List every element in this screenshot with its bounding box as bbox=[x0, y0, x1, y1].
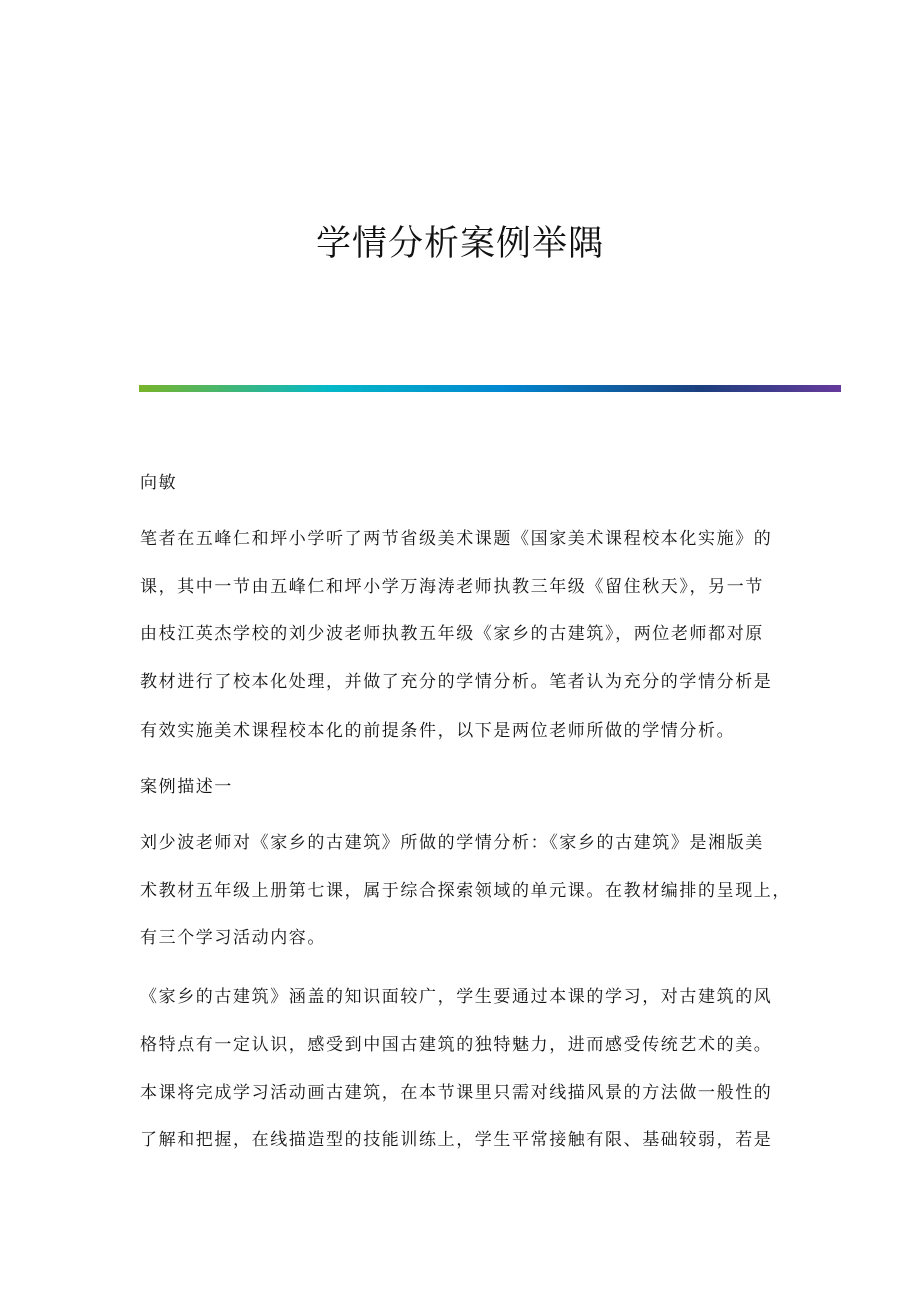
text-line: 了解和把握，在线描造型的技能训练上，学生平常接触有限、基础较弱，若是 bbox=[140, 1130, 773, 1150]
text-line: 有三个学习活动内容。 bbox=[140, 928, 326, 948]
text-line: 本课将完成学习活动画古建筑，在本节课里只需对线描风景的方法做一般性的 bbox=[140, 1083, 773, 1103]
section-heading: 案例描述一 bbox=[140, 777, 233, 797]
document-title: 学情分析案例举隅 bbox=[315, 224, 604, 264]
text-line: 格特点有一定认识，感受到中国古建筑的独特魅力，进而感受传统艺术的美。 bbox=[140, 1035, 773, 1055]
text-line: 课，其中一节由五峰仁和坪小学万海涛老师执教三年级《留住秋天》，另一节 bbox=[140, 577, 764, 597]
text-line: 由枝江英杰学校的刘少波老师执教五年级《家乡的古建筑》，两位老师都对原 bbox=[140, 624, 764, 644]
text-line: 《家乡的古建筑》涵盖的知识面较广，学生要通过本课的学习，对古建筑的风 bbox=[140, 987, 773, 1007]
text-line: 教材进行了校本化处理，并做了充分的学情分析。笔者认为充分的学情分析是 bbox=[140, 672, 773, 692]
gradient-divider bbox=[139, 385, 841, 392]
text-line: 有效实施美术课程校本化的前提条件，以下是两位老师所做的学情分析。 bbox=[140, 721, 736, 741]
text-line: 刘少波老师对《家乡的古建筑》所做的学情分析：《家乡的古建筑》是湘版美 bbox=[140, 833, 764, 853]
text-line: 笔者在五峰仁和坪小学听了两节省级美术课题《国家美术课程校本化实施》的 bbox=[140, 529, 773, 549]
text-line: 术教材五年级上册第七课，属于综合探索领域的单元课。在教材编排的呈现上， bbox=[140, 881, 791, 901]
author-name: 向敏 bbox=[140, 473, 178, 493]
